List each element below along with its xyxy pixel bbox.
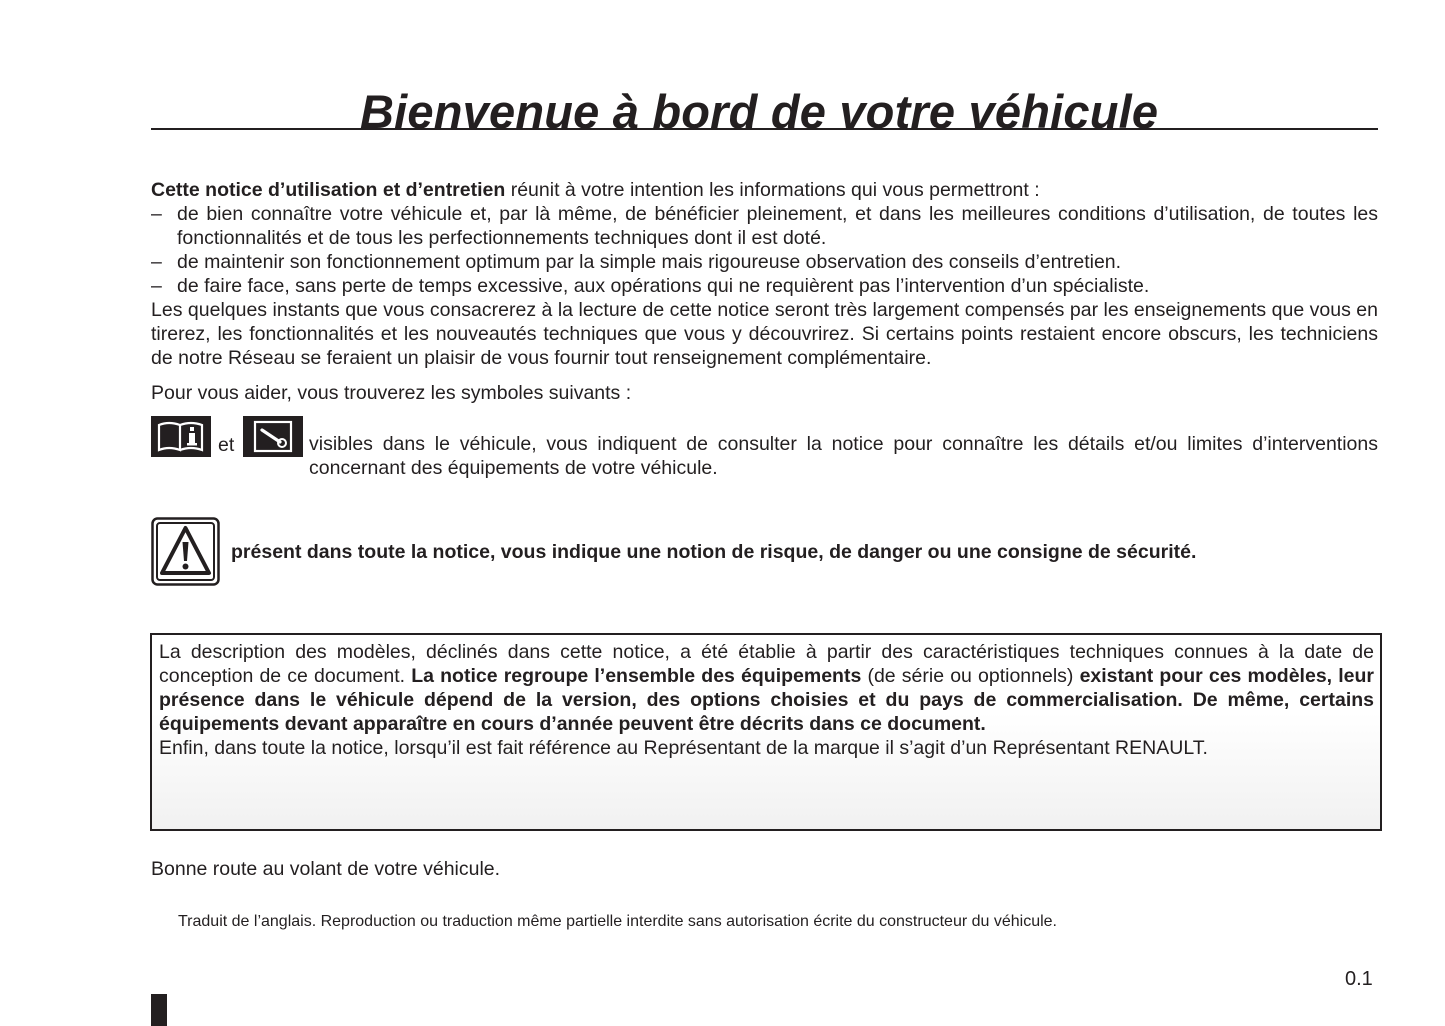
- warning-description: présent dans toute la notice, vous indique une notion de risque, de danger ou une consigne de sécurité.: [231, 541, 1197, 563]
- bullet-text: de maintenir son fonctionnement optimum par la simple mais rigoureuse observation des conseils d’entretien.: [177, 251, 1122, 273]
- symbols-lead: Pour vous aider, vous trouverez les symboles suivants :: [151, 382, 632, 404]
- farewell-line: Bonne route au volant de votre véhicule.: [151, 858, 501, 880]
- models-notice-paragraph: [159, 640, 1374, 736]
- title-underline: [151, 128, 1378, 130]
- intro-section: [151, 178, 1378, 370]
- intro-closing: Les quelques instants que vous consacrerez à la lecture de cette notice seront très largement compensés par les enseignements que vous en tirerez, les fonctionnalités et les nouveautés techniques que vous y découvrirez. Si certains points restaient encore obscurs, les techniciens de notre Réseau se feraient un plaisir de vous fournir tout renseignement complémentaire.: [151, 299, 1378, 369]
- bullet-text: de faire face, sans perte de temps excessive, aux opérations qui ne requièrent pas l’intervention d’un spécialiste.: [177, 275, 1150, 297]
- translation-disclaimer: Traduit de l’anglais. Reproduction ou traduction même partielle interdite sans autorisation écrite du constructeur du véhicule.: [178, 913, 1057, 930]
- bullet-text: de bien connaître votre véhicule et, par là même, de bénéficier pleinement, et dans les meilleures conditions d’utilisation, de toutes les fonctionnalités et de tous les perfectionnements techniques dont il est doté.: [177, 203, 1378, 249]
- notice-part-5: Enfin, dans toute la notice, lorsqu’il est fait référence au Représentant de la marque il s’agit d’un Représentant RENAULT.: [159, 737, 1208, 759]
- list-item: [151, 250, 1378, 274]
- intro-lead-bold: Cette notice d’utilisation et d’entretien: [151, 179, 506, 201]
- list-item: [151, 274, 1378, 298]
- intro-lead-rest: réunit à votre intention les informations qui vous permettront :: [505, 179, 1040, 201]
- warning-triangle-icon: [151, 517, 220, 586]
- symbol-connector: et: [218, 434, 235, 456]
- notice-part-2: La notice regroupe l’ensemble des équipements: [411, 665, 862, 687]
- intro-bullet-list: [151, 202, 1378, 298]
- notice-part-3: (de série ou optionnels): [861, 665, 1080, 687]
- models-notice-box: [150, 633, 1382, 831]
- wrench-icon: [243, 416, 303, 457]
- page-number: 0.1: [1345, 968, 1373, 990]
- bullet-dash: –: [151, 251, 162, 273]
- notice-part-1: La description des modèles, déclinés dans cette notice, a été établie à partir des caractéristiques techniques connues à la date de conception de ce document.: [159, 641, 1374, 687]
- bullet-dash: –: [151, 275, 162, 297]
- page-title: Bienvenue à bord de votre véhicule: [360, 85, 1159, 138]
- intro-lead: [151, 178, 1378, 202]
- notice-part-4: existant pour ces modèles, leur présence dans le véhicule dépend de la version, des options choisies et du pays de commercialisation. De même, certains équipements devant apparaître en cours d’année peuvent être décrits dans ce document.: [159, 665, 1374, 735]
- list-item: [151, 202, 1378, 250]
- bullet-dash: –: [151, 203, 162, 225]
- book-info-icon: [151, 416, 211, 457]
- symbols-description: visibles dans le véhicule, vous indiquent de consulter la notice pour connaître les détails et/ou limites d’interventions concernant des équipements de votre véhicule.: [309, 433, 1378, 479]
- section-edge-tab: [151, 994, 167, 1026]
